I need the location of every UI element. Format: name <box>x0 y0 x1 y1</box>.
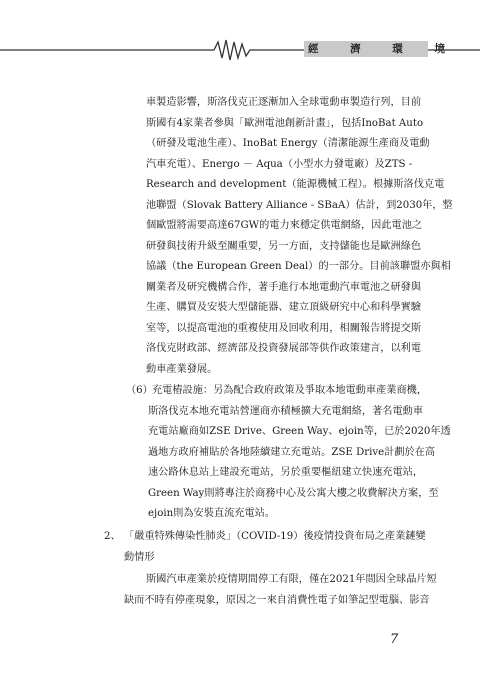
body-line: Research and development（能源機械工程）。根據斯洛伐克電 <box>146 179 445 190</box>
body-line: 協議（the European Green Deal）的一部分。目前該聯盟亦與相 <box>146 261 451 272</box>
list-item-line: 速公路休息站上建設充電站，另於重要樞紐建立快速充電站， <box>148 467 424 478</box>
body-line: 動車產業發展。 <box>146 363 218 375</box>
body-line: 斯國有4家業者參與「歐洲電池創新計畫」，包括InoBat Auto <box>146 117 424 129</box>
body-line: 個歐盟將需要高達67GW的電力來穩定供電網絡，因此電池之 <box>146 220 423 231</box>
body-line: 車製造影響，斯洛伐克正逐漸加入全球電動車製造行列，目前 <box>146 97 422 108</box>
list-item-line: 充電站廠商如ZSE Drive、Green Way、ejoin等，已於2020年透 <box>148 426 451 437</box>
section-marker: 2、 <box>104 531 121 542</box>
page-number: 7 <box>390 632 399 647</box>
list-item-line: ejoin則為安裝直流充電站。 <box>148 508 276 519</box>
paragraph-line: 斯國汽車產業於疫情期間停工有限，僅在2021年間因全球晶片短 <box>146 574 437 585</box>
body-line: 關業者及研究機構合作，著手進行本地電動汽車電池之研發與 <box>146 281 422 293</box>
body-line: 汽車充電）、Energo － Aqua（小型水力發電廠）及ZTS - <box>146 158 413 170</box>
list-item-line: 充電樁設施：另為配合政府政策及爭取本地電動車產業商機， <box>152 385 428 396</box>
list-item-line: 過地方政府補貼於各地陸續建立充電站。ZSE Drive計劃於在高 <box>148 446 436 458</box>
body-line: 研發與技術升級至關重要，另一方面，支持儲能也是歐洲綠色 <box>146 240 422 252</box>
body-line: 池聯盟（Slovak Battery Alliance - SBaA）估計，到2030年，整 <box>146 199 453 211</box>
section-heading: 動情形 <box>124 551 155 563</box>
paragraph-line: 缺而不時有停產現象，原因之一來自消費性電子如筆記型電腦、影音 <box>124 594 430 606</box>
body-line: 室等，以提高電池的重複使用及回收利用，相關報告將提交斯 <box>146 322 422 334</box>
body-line: （研發及電池生產）、InoBat Energy（清潔能源生產商及電動 <box>146 138 430 149</box>
header-title: 經 濟 環 境 <box>308 43 459 55</box>
body-line: 生產、購買及安裝大型儲能器、建立頂級研究中心和科學實驗 <box>146 302 422 313</box>
body-line: 洛伐克財政部、經濟部及投資發展部等供作政策建言，以利電 <box>146 343 422 354</box>
list-item-line: 斯洛伐克本地充電站營運商亦積極擴大充電網絡，著名電動車 <box>148 405 424 417</box>
list-marker: （6） <box>126 385 153 396</box>
list-item-line: Green Way則將專注於商務中心及公寓大樓之收費解決方案，至 <box>148 487 439 499</box>
section-heading: 「嚴重特殊傳染性肺炎」（COVID-19）後疫情投資布局之產業鏈變 <box>124 531 426 542</box>
